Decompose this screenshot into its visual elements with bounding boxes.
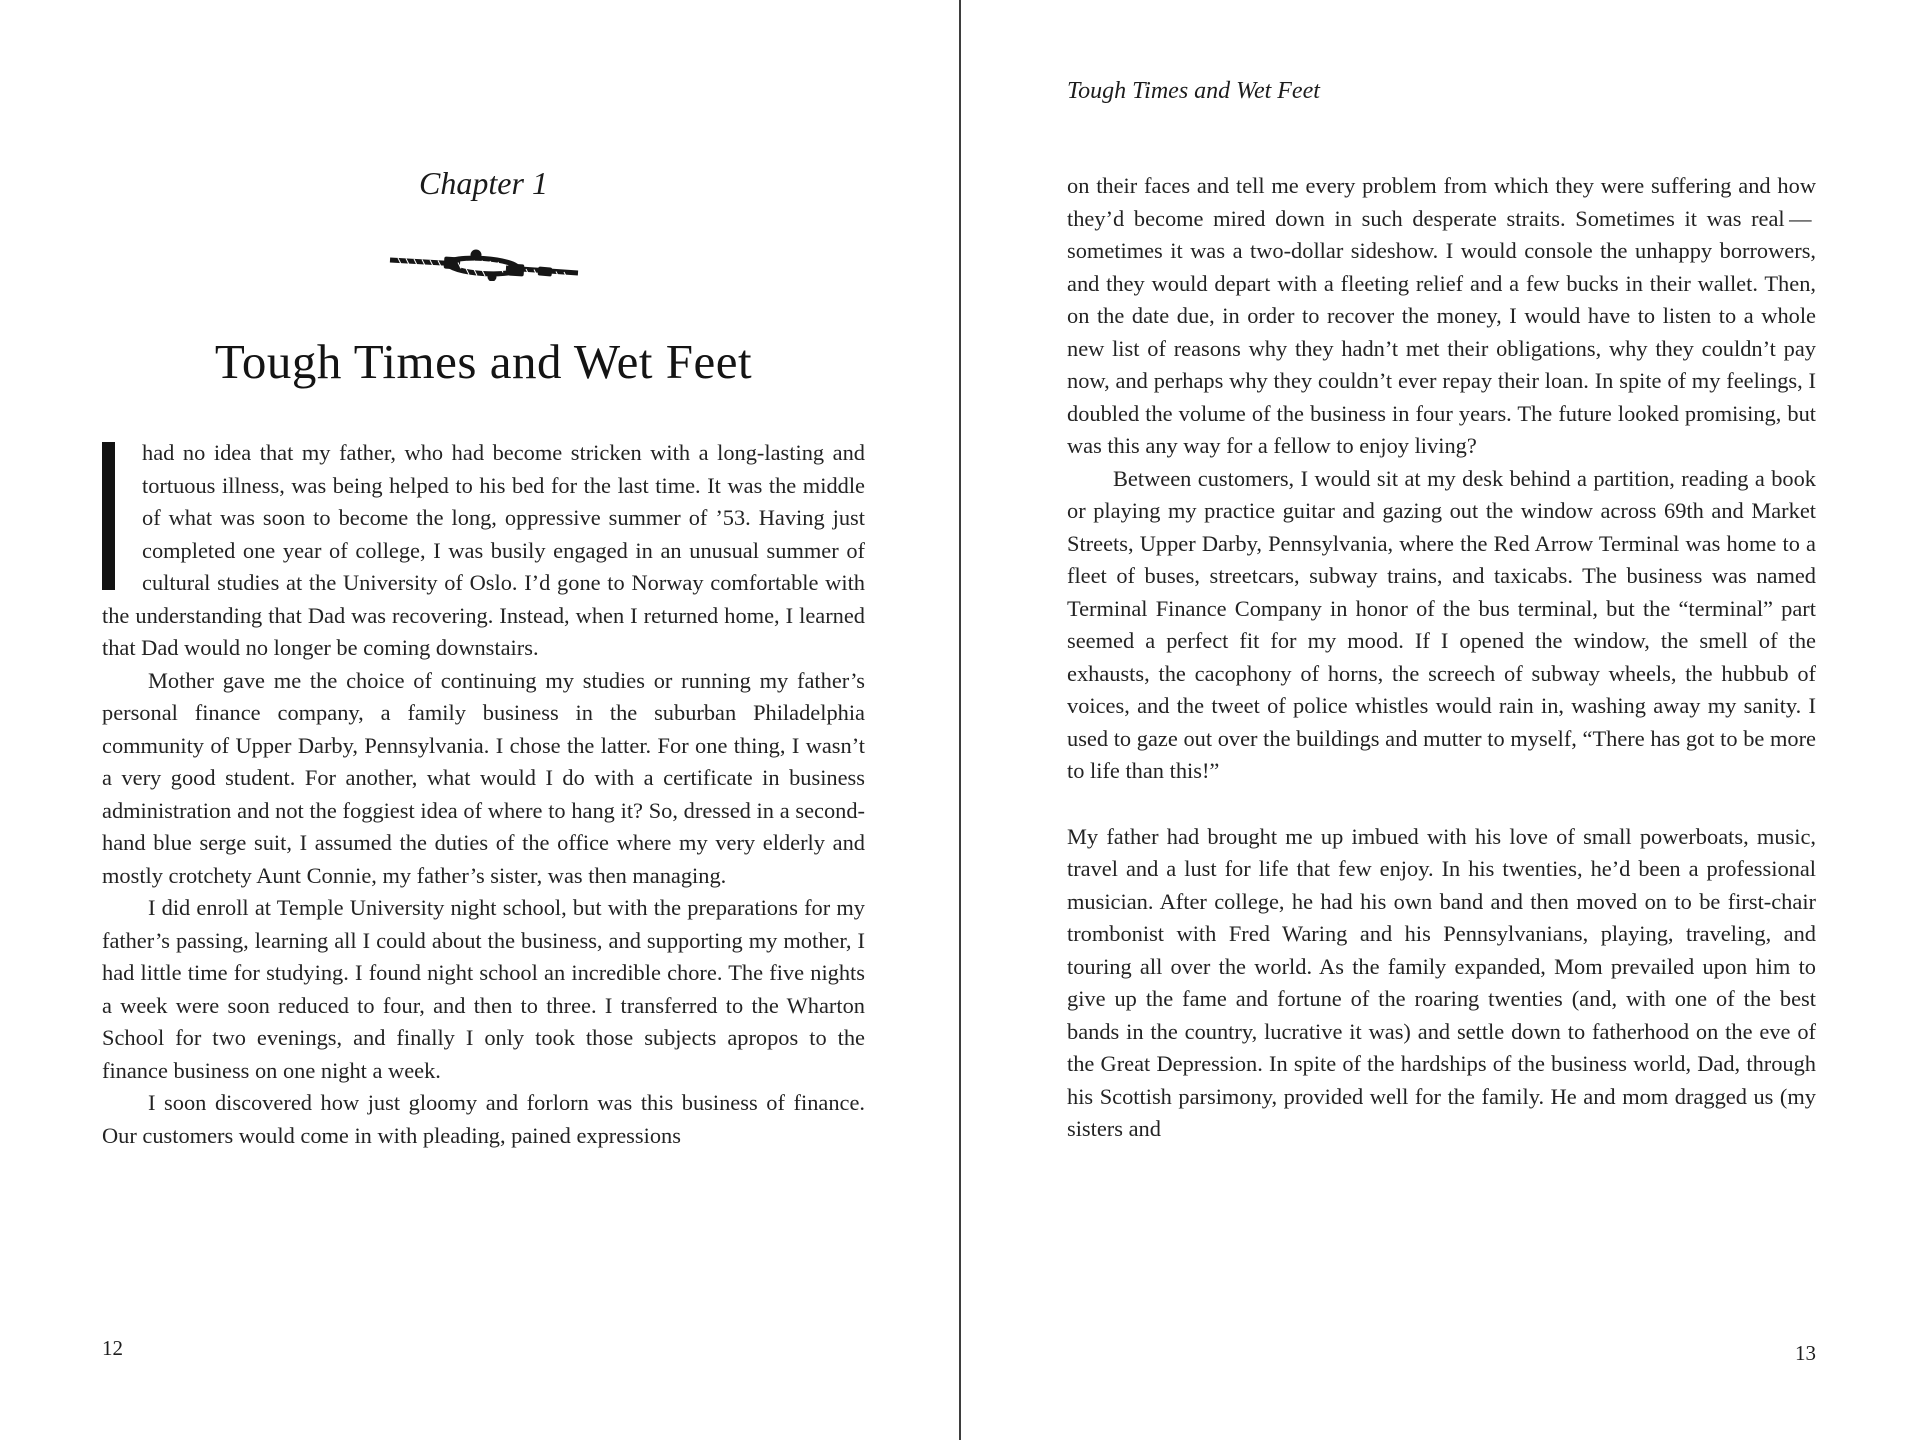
page-number-right: 13 bbox=[1795, 1341, 1816, 1365]
paragraph: Between customers, I would sit at my desk behind a partition, reading a book or playing my practice guitar and gazing out the window across 69th and Market Streets, Upper Darby, Pennsylvania, where the Red Arrow Terminal was home to a fleet of buses, streetcars, subway trains, and taxicabs. The business was named Terminal Finance Company in honor of the bus terminal, but the “terminal” part seemed a perfect fit for my mood. If I opened the window, the smell of the exhausts, the cacophony of horns, the screech of subway wheels, the hubbub of voices, and the tweet of police whistles would rain in, washing away my sanity. I used to gaze out over the buildings and mutter to myself, “There has got to be more to life than this!” bbox=[1067, 465, 1816, 783]
paragraph: on their faces and tell me every problem from which they were suffering and how they’d become mired down in such desperate straits. Sometimes it was real — sometimes it was a two-dollar sideshow. I would console the unhappy borrowers, and they would depart with a fleeting relief and a few bucks in their wallet. Then, on the date due, in order to recover the money, I would have to listen to a whole new list of reasons why they hadn’t met their obligations, why they couldn’t pay now, and perhaps why they couldn’t ever repay their loan. In spite of my feelings, I doubled the volume of the business in four years. The future looked promising, but was this any way for a fellow to enjoy living? bbox=[1067, 173, 1816, 458]
paragraph: I soon discovered how just gloomy and forlorn was this business of finance. Our customers would come in with pleading, pained expressions bbox=[102, 1090, 865, 1148]
right-page-body bbox=[1067, 170, 1816, 1146]
page-number-left: 12 bbox=[102, 1336, 123, 1360]
chapter-ornament bbox=[102, 247, 865, 286]
paragraph-text: had no idea that my father, who had become stricken with a long-lasting and tortuous illness, was being helped to his bed for the last time. It was the middle of what was soon to become the long, oppressive summer of ’53. Having just completed one year of college, I was busily engaged in an unusual summer of cultural studies at the University of Oslo. I’d gone to Norway comfortable with the understanding that Dad was recovering. Instead, when I returned home, I learned that Dad would no longer be coming downstairs. bbox=[102, 440, 865, 660]
paragraph: Mother gave me the choice of continuing my studies or running my father’s personal finance company, a family business in the suburban Philadelphia community of Upper Darby, Pennsylvania. I chose the latter. For one thing, I wasn’t a very good student. For another, what would I do with a certificate in business administration and not the foggiest idea of where to hang it? So, dressed in a second-hand blue serge suit, I assumed the duties of the office where my very elderly and mostly crotchety Aunt Connie, my father’s sister, was then managing. bbox=[102, 667, 865, 888]
drop-cap-i bbox=[102, 442, 115, 590]
page-divider bbox=[959, 0, 961, 1440]
chapter-title: Tough Times and Wet Feet bbox=[214, 333, 753, 389]
running-header: Tough Times and Wet Feet bbox=[1067, 78, 1320, 104]
paragraph: My father had brought me up imbued with his love of small powerboats, music, travel and a lust for life that few enjoy. In his twenties, he’d been a professional musician. After college, he had his own band and then moved on to be first-chair trombonist with Fred Waring and his Pennsylvanians, playing, traveling, and touring all over the world. As the family expanded, Mom prevailed upon him to give up the fame and fortune of the roaring twenties (and, with one of the best bands in the country, lucrative it was) and settle down to fatherhood on the eve of the Great Depression. In spite of the hardships of the business world, Dad, through his Scottish parsimony, provided well for the family. He and mom dragged us (my sisters and bbox=[1067, 823, 1816, 1141]
paragraph: I did enroll at Temple University night school, but with the preparations for my father’s passing, learning all I could about the business, and supporting my mother, I had little time for studying. I found night school an incredible chore. The five nights a week were soon reduced to four, and then to three. I transferred to the Wharton School for two evenings, and finally I only took those subjects apropos to the finance business on one night a week. bbox=[102, 895, 865, 1083]
left-page-body bbox=[102, 437, 865, 1152]
chapter-label: Chapter 1 bbox=[419, 165, 548, 201]
rope-knot-icon bbox=[388, 247, 580, 286]
paragraph bbox=[102, 437, 865, 665]
